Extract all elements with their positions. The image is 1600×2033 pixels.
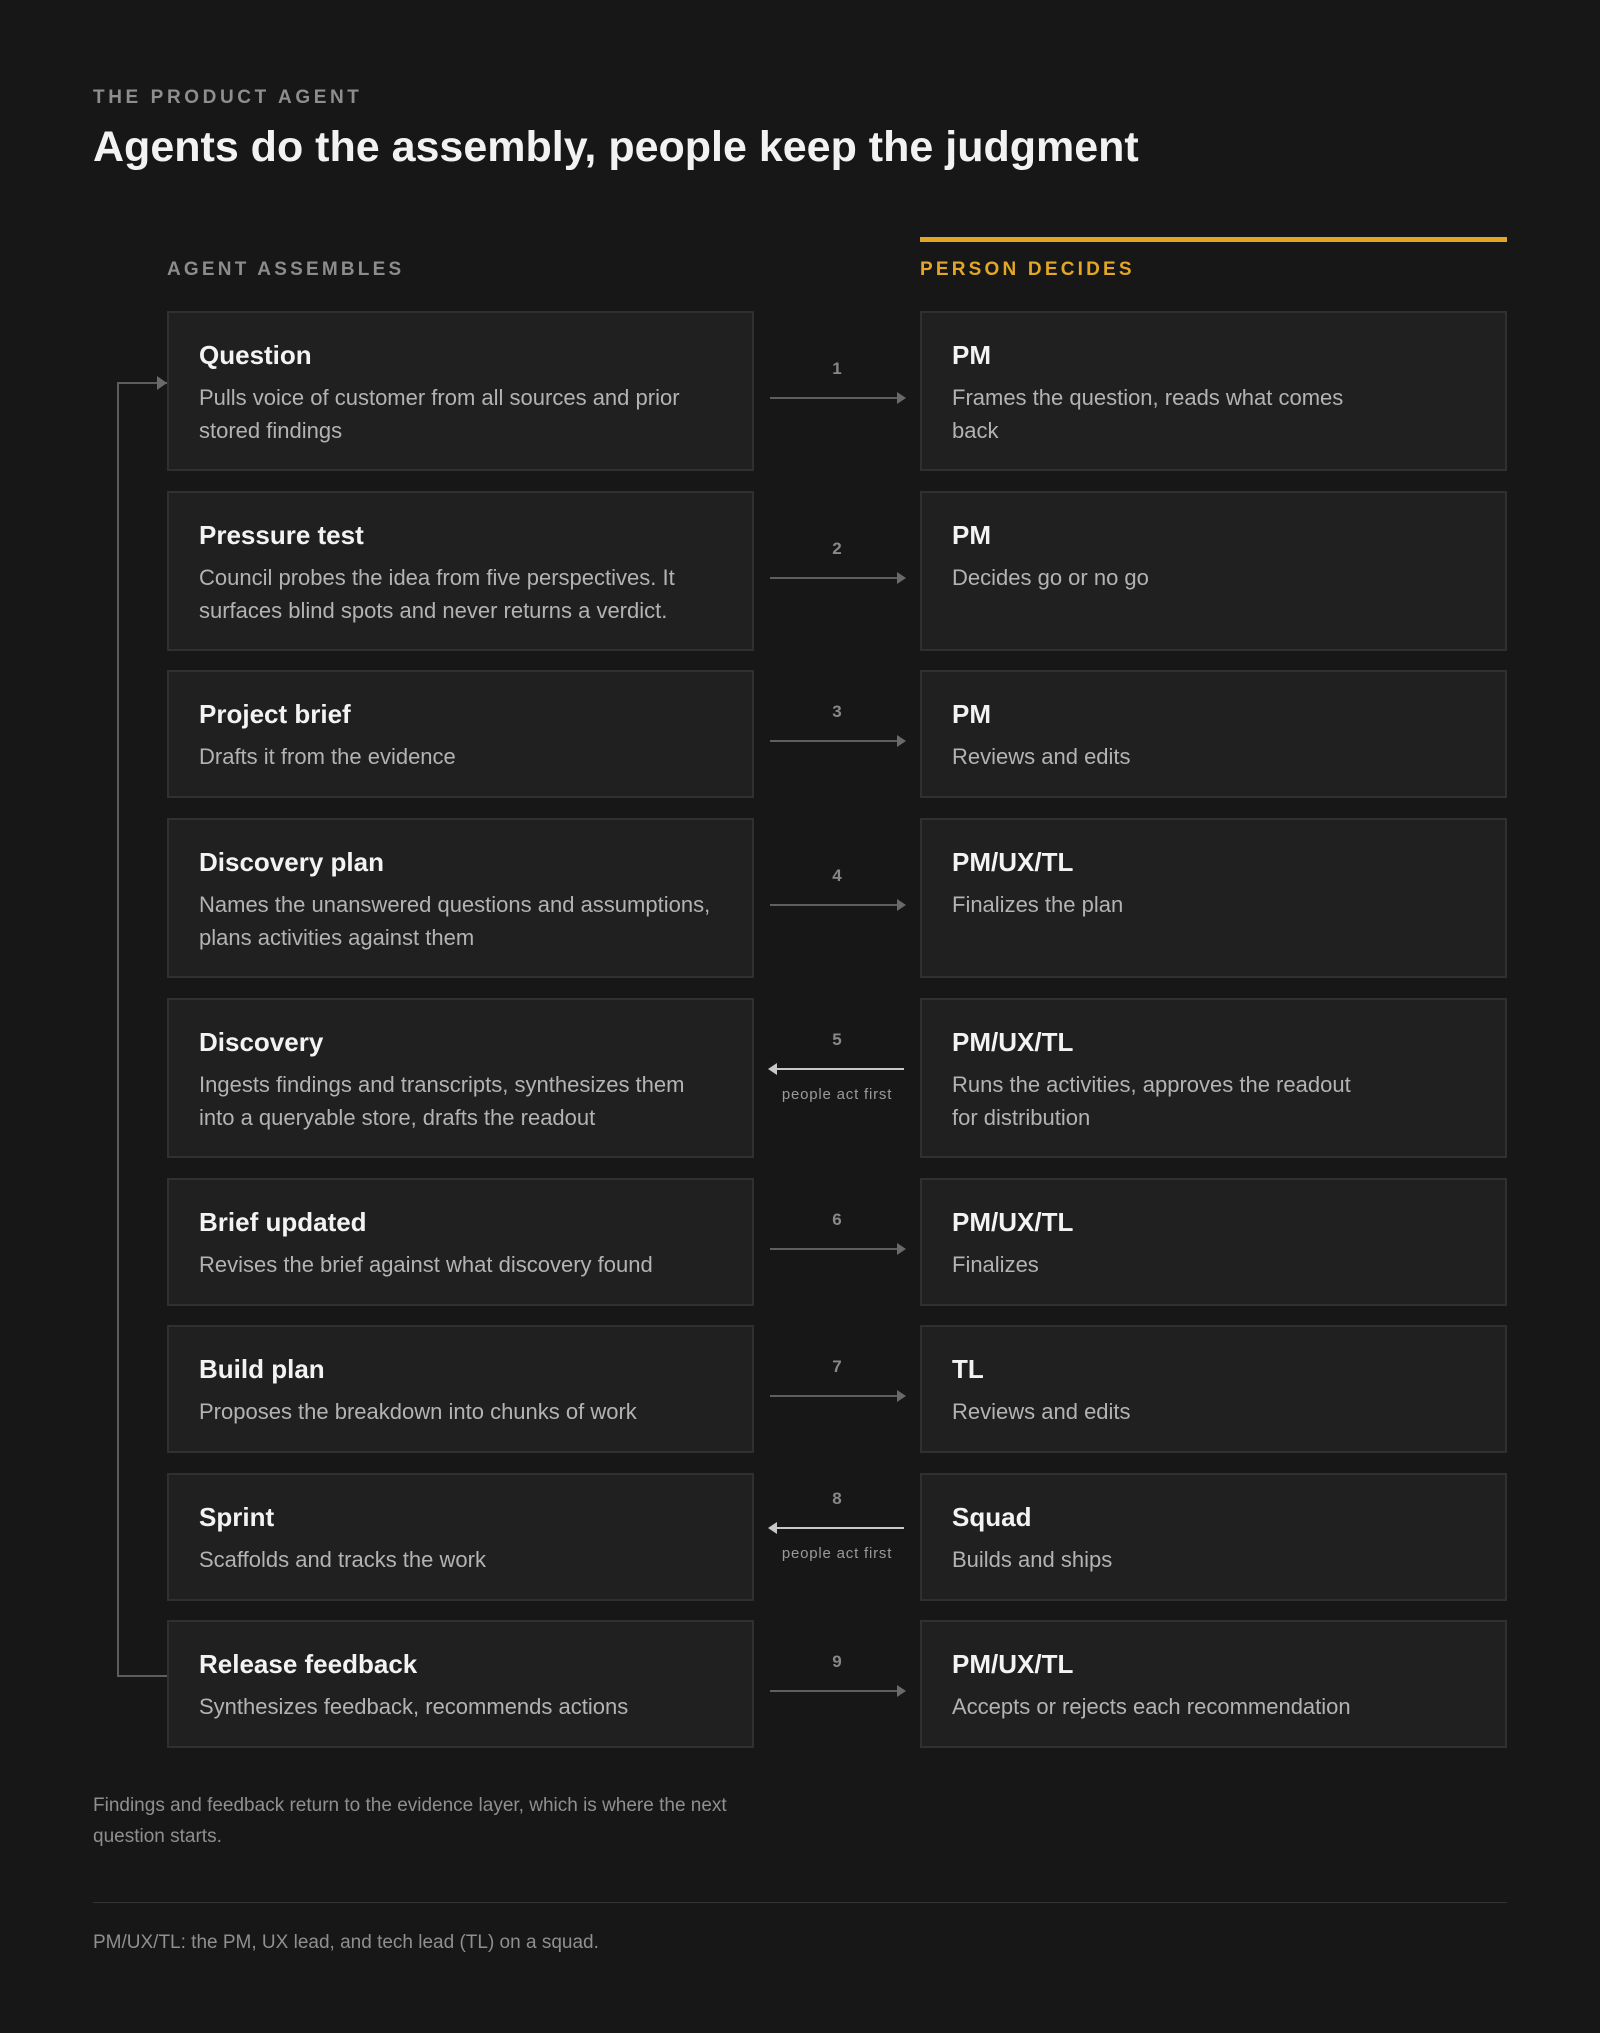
agent-card <box>167 1473 754 1601</box>
person-card <box>920 1325 1507 1453</box>
step-number: 4 <box>832 866 842 885</box>
connector-line <box>770 1527 904 1529</box>
agent-card-description: Pulls voice of customer from all sources and prior stored findings <box>199 385 680 444</box>
step-connector <box>770 818 904 978</box>
step-connector <box>770 1325 904 1453</box>
divider <box>93 1902 1507 1903</box>
person-card <box>920 1473 1507 1601</box>
step-connector <box>770 1178 904 1306</box>
step-number: 3 <box>832 702 842 721</box>
agent-card-title: Brief updated <box>199 1207 367 1237</box>
agent-card-description: Ingests findings and transcripts, synthesizes them into a queryable store, drafts the readout <box>199 1072 685 1131</box>
step-row <box>0 1473 1600 1601</box>
connector-line <box>770 1395 904 1397</box>
agent-card <box>167 818 754 978</box>
arrow-left-icon <box>768 1063 777 1075</box>
person-card-title: TL <box>952 1354 984 1384</box>
person-card <box>920 1620 1507 1748</box>
step-connector <box>770 670 904 798</box>
step-row <box>0 818 1600 978</box>
agent-card-title: Discovery plan <box>199 847 384 877</box>
agent-card-title: Discovery <box>199 1027 324 1057</box>
agent-card-description: Proposes the breakdown into chunks of work <box>199 1399 637 1425</box>
person-column-accent-bar <box>920 237 1507 242</box>
step-row <box>0 491 1600 651</box>
person-card-description: Frames the question, reads what comes back <box>952 385 1344 444</box>
step-connector <box>770 998 904 1158</box>
step-row <box>0 1325 1600 1453</box>
person-card-title: PM/UX/TL <box>952 1027 1074 1057</box>
agent-card-title: Build plan <box>199 1354 325 1384</box>
step-connector <box>770 491 904 651</box>
connector-line <box>770 577 904 579</box>
arrow-right-icon <box>897 899 906 911</box>
agent-card-title: Question <box>199 340 312 370</box>
agent-card-description: Drafts it from the evidence <box>199 744 456 770</box>
person-card-title: PM <box>952 699 991 729</box>
person-card-description: Reviews and edits <box>952 1399 1131 1425</box>
step-row <box>0 1178 1600 1306</box>
person-card-description: Builds and ships <box>952 1547 1113 1573</box>
agent-card-description: Council probes the idea from five perspectives. It surfaces blind spots and never returns a verdict. <box>199 565 675 624</box>
agent-card <box>167 1325 754 1453</box>
person-card-description: Finalizes the plan <box>952 892 1124 918</box>
arrow-right-icon <box>897 735 906 747</box>
agent-card <box>167 311 754 471</box>
eyebrow: THE PRODUCT AGENT <box>93 87 363 108</box>
agent-card-description: Names the unanswered questions and assumptions, plans activities against them <box>199 892 711 951</box>
person-card <box>920 1178 1507 1306</box>
arrow-right-icon <box>897 1390 906 1402</box>
person-card-title: PM <box>952 340 991 370</box>
step-connector <box>770 1620 904 1748</box>
connector-line <box>770 904 904 906</box>
step-number: 2 <box>832 539 842 558</box>
person-column-header: PERSON DECIDES <box>920 259 1135 280</box>
step-number: 6 <box>832 1210 842 1229</box>
connector-line <box>770 1690 904 1692</box>
step-row <box>0 311 1600 471</box>
person-card-title: PM <box>952 520 991 550</box>
connector-line <box>770 397 904 399</box>
arrow-right-icon <box>897 572 906 584</box>
agent-card-title: Pressure test <box>199 520 364 550</box>
connector-line <box>770 1248 904 1250</box>
person-card-title: PM/UX/TL <box>952 1207 1074 1237</box>
agent-card-description: Scaffolds and tracks the work <box>199 1547 486 1573</box>
person-card-description: Runs the activities, approves the readout for distribution <box>952 1072 1351 1131</box>
person-card-title: PM/UX/TL <box>952 1649 1074 1679</box>
agent-card <box>167 670 754 798</box>
connector-line <box>770 740 904 742</box>
step-row <box>0 670 1600 798</box>
person-card-description: Decides go or no go <box>952 565 1149 591</box>
arrow-right-icon <box>897 392 906 404</box>
person-card-description: Accepts or rejects each recommendation <box>952 1694 1351 1720</box>
step-connector <box>770 1473 904 1601</box>
step-row <box>0 1620 1600 1748</box>
person-card <box>920 670 1507 798</box>
agent-card-description: Revises the brief against what discovery found <box>199 1252 653 1278</box>
step-number: 9 <box>832 1652 842 1671</box>
person-card <box>920 998 1507 1158</box>
agent-card-title: Sprint <box>199 1502 275 1532</box>
agent-card-description: Synthesizes feedback, recommends actions <box>199 1694 629 1720</box>
agent-card <box>167 1620 754 1748</box>
agent-card <box>167 1178 754 1306</box>
person-card-title: Squad <box>952 1502 1032 1532</box>
agent-card <box>167 998 754 1158</box>
legend-note: PM/UX/TL: the PM, UX lead, and tech lead (TL) on a squad. <box>93 1932 599 1953</box>
step-number: 8 <box>832 1489 842 1508</box>
step-number: 7 <box>832 1357 842 1376</box>
connector-note: people act first <box>781 1545 893 1562</box>
arrow-right-icon <box>897 1685 906 1697</box>
step-number: 1 <box>832 359 842 378</box>
step-row <box>0 998 1600 1158</box>
step-connector <box>770 311 904 471</box>
agent-card-title: Project brief <box>199 699 351 729</box>
agent-card <box>167 491 754 651</box>
person-card <box>920 311 1507 471</box>
page-title: Agents do the assembly, people keep the judgment <box>93 123 1139 171</box>
person-card-description: Finalizes <box>952 1252 1039 1278</box>
connector-line <box>770 1068 904 1070</box>
step-number: 5 <box>832 1030 842 1049</box>
person-card <box>920 491 1507 651</box>
connector-note: people act first <box>781 1086 893 1103</box>
person-card-title: PM/UX/TL <box>952 847 1074 877</box>
person-card-description: Reviews and edits <box>952 744 1131 770</box>
agent-column-header: AGENT ASSEMBLES <box>167 259 405 280</box>
footnote: Findings and feedback return to the evidence layer, which is where the next question starts. <box>93 1795 727 1847</box>
arrow-right-icon <box>897 1243 906 1255</box>
arrow-left-icon <box>768 1522 777 1534</box>
person-card <box>920 818 1507 978</box>
agent-card-title: Release feedback <box>199 1649 418 1679</box>
